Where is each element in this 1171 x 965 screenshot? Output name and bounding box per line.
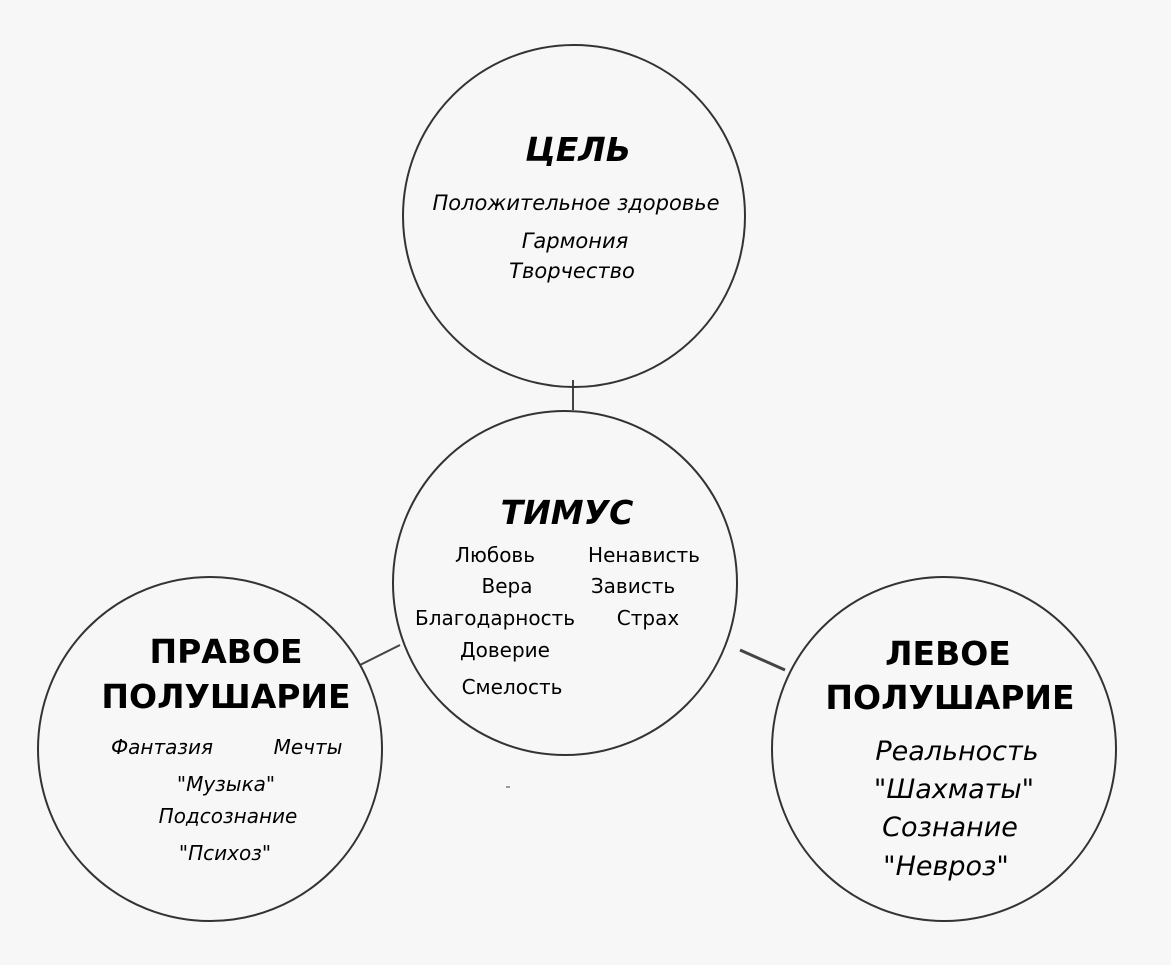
connector-thymus-left-hemisphere xyxy=(740,650,785,670)
right-hemisphere-item-fantasy: Фантазия xyxy=(110,735,214,759)
goal-item-creativity: Творчество xyxy=(509,259,635,283)
goal-title: ЦЕЛЬ xyxy=(525,130,631,169)
left-hemisphere-item-reality: Реальность xyxy=(875,736,1039,767)
thymus-positive-faith: Вера xyxy=(481,574,533,598)
right-hemisphere-title-line2: ПОЛУШАРИЕ xyxy=(101,677,351,716)
scan-speck xyxy=(506,786,510,788)
connector-thymus-right-hemisphere xyxy=(360,645,400,665)
thymus-positive-trust: Доверие xyxy=(460,638,550,662)
thymus-positive-gratitude: Благодарность xyxy=(414,606,576,630)
thymus-positive-courage: Смелость xyxy=(461,675,563,699)
right-hemisphere-item-psychosis: "Психоз" xyxy=(178,841,272,865)
thymus-negative-hatred: Ненависть xyxy=(588,543,700,567)
thymus-negative-fear: Страх xyxy=(616,606,680,630)
left-hemisphere-title-line1: ЛЕВОЕ xyxy=(885,634,1011,673)
thymus-title: ТИМУС xyxy=(500,493,634,532)
thymus-negative-envy: Зависть xyxy=(590,574,676,598)
right-hemisphere-item-music: "Музыка" xyxy=(176,772,276,796)
left-hemisphere-title-line2: ПОЛУШАРИЕ xyxy=(825,678,1075,717)
right-hemisphere-item-subconscious: Подсознание xyxy=(158,804,298,828)
right-hemisphere-title-line1: ПРАВОЕ xyxy=(149,632,303,671)
goal-item-health: Положительное здоровье xyxy=(432,191,720,215)
thymus-positive-love: Любовь xyxy=(454,543,536,567)
goal-item-harmony: Гармония xyxy=(521,229,629,253)
left-hemisphere-item-consciousness: Сознание xyxy=(882,812,1018,843)
left-hemisphere-item-chess: "Шахматы" xyxy=(873,774,1035,805)
left-hemisphere-item-neurosis: "Невроз" xyxy=(883,851,1009,882)
right-hemisphere-item-dreams: Мечты xyxy=(273,735,343,759)
thymus-circle xyxy=(392,410,738,756)
goal-circle xyxy=(402,44,746,388)
